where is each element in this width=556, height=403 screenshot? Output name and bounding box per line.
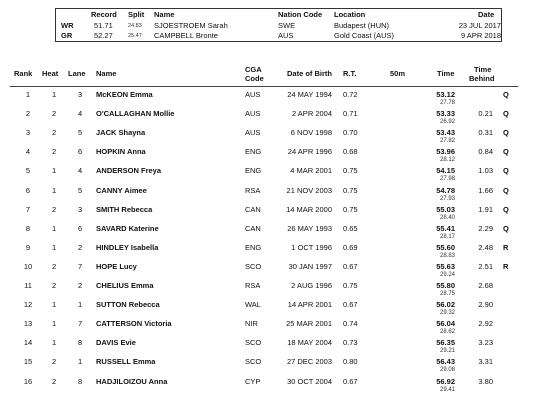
cell-dob: 30 JAN 1997 bbox=[288, 261, 332, 271]
cell-name: CHELIUS Emma bbox=[96, 281, 154, 290]
cell-behind: 0.84 bbox=[478, 147, 493, 157]
cell-name: SUTTON Rebecca bbox=[96, 300, 160, 310]
cell-heat: 1 bbox=[52, 319, 57, 329]
cell-cga: CYP bbox=[245, 376, 261, 386]
cell-heat: 2 bbox=[52, 128, 57, 138]
cell-lane: 6 bbox=[78, 223, 83, 233]
cell-rt: 0.75 bbox=[343, 281, 358, 290]
cell-heat: 2 bbox=[52, 147, 57, 157]
cell-cga: RSA bbox=[245, 281, 261, 290]
cell-heat: 1 bbox=[52, 300, 57, 310]
cell-rt: 0.67 bbox=[343, 261, 358, 271]
cell-rank: 14 bbox=[23, 338, 33, 348]
cell-behind: 1.91 bbox=[478, 204, 493, 214]
cell-cga: CAN bbox=[245, 223, 261, 233]
cell-lane: 7 bbox=[78, 261, 83, 271]
record-nation: AUS bbox=[278, 31, 294, 40]
cell-q: Q bbox=[503, 166, 509, 176]
cell-heat: 2 bbox=[52, 204, 57, 214]
cell-cga: ENG bbox=[245, 147, 262, 157]
cell-split-50m: 27.98 bbox=[439, 176, 455, 183]
cell-dob: 26 MAY 1993 bbox=[287, 223, 332, 233]
cell-name: DAVIS Evie bbox=[96, 338, 136, 348]
records-header-location: Location bbox=[334, 10, 366, 19]
cell-dob: 27 DEC 2003 bbox=[286, 357, 332, 367]
record-location: Budapest (HUN) bbox=[334, 21, 390, 30]
cell-lane: 2 bbox=[78, 242, 83, 252]
cell-name: ANDERSON Freya bbox=[96, 166, 162, 176]
cell-rt: 0.65 bbox=[343, 223, 358, 233]
cell-rt: 0.72 bbox=[343, 90, 358, 99]
cell-cga: AUS bbox=[245, 128, 261, 138]
cell-behind: 1.03 bbox=[478, 166, 493, 176]
cell-rt: 0.75 bbox=[343, 185, 358, 195]
cell-cga: SCO bbox=[245, 261, 262, 271]
cell-rt: 0.75 bbox=[343, 204, 358, 214]
header-rt: R.T. bbox=[343, 69, 357, 78]
cell-lane: 4 bbox=[78, 109, 83, 119]
cell-rank: 3 bbox=[25, 128, 31, 138]
records-header-name: Name bbox=[154, 10, 175, 19]
cell-heat: 2 bbox=[52, 109, 57, 119]
cell-lane: 2 bbox=[78, 281, 83, 290]
cell-q: Q bbox=[503, 147, 509, 157]
cell-split-50m: 28.17 bbox=[439, 233, 455, 240]
result-row bbox=[0, 377, 556, 397]
cell-time: 53.12 bbox=[436, 90, 455, 99]
result-row bbox=[0, 109, 556, 129]
cell-dob: 18 MAY 2004 bbox=[287, 338, 332, 348]
cell-name: O'CALLAGHAN Mollie bbox=[96, 109, 175, 119]
cell-cga: RSA bbox=[245, 185, 261, 195]
cell-time: 55.03 bbox=[436, 204, 455, 214]
cell-time: 53.33 bbox=[436, 109, 455, 119]
cell-behind: 1.66 bbox=[478, 185, 493, 195]
cell-rt: 0.71 bbox=[343, 109, 358, 119]
cell-name: JACK Shayna bbox=[96, 128, 146, 138]
cell-rank: 2 bbox=[25, 109, 31, 119]
cell-dob: 6 NOV 1998 bbox=[290, 128, 332, 138]
cell-time: 55.41 bbox=[436, 223, 455, 233]
cell-rt: 0.67 bbox=[343, 376, 358, 386]
cell-cga: SCO bbox=[245, 338, 262, 348]
cell-split-50m: 27.93 bbox=[439, 195, 455, 202]
cell-time: 53.96 bbox=[436, 147, 455, 157]
cell-rt: 0.80 bbox=[343, 357, 358, 367]
cell-heat: 1 bbox=[52, 338, 57, 348]
cell-cga: NIR bbox=[245, 319, 258, 329]
cell-rank: 13 bbox=[23, 319, 33, 329]
result-row bbox=[0, 300, 556, 320]
cell-behind: 3.31 bbox=[478, 357, 493, 367]
cell-time: 56.02 bbox=[436, 300, 455, 310]
cell-cga: WAL bbox=[245, 300, 261, 310]
result-row bbox=[0, 357, 556, 377]
record-split: 24.83 bbox=[128, 23, 142, 29]
cell-q: Q bbox=[503, 109, 509, 119]
cell-time: 56.43 bbox=[436, 357, 455, 367]
cell-q: R bbox=[503, 242, 509, 252]
cell-split-50m: 26.92 bbox=[439, 119, 455, 126]
record-time: 51.71 bbox=[94, 21, 113, 30]
cell-cga: SCO bbox=[245, 357, 262, 367]
cell-rt: 0.73 bbox=[343, 338, 358, 348]
cell-dob: 24 APR 1996 bbox=[287, 147, 332, 157]
cell-rank: 7 bbox=[25, 204, 31, 214]
cell-dob: 1 OCT 1996 bbox=[291, 242, 332, 252]
header-rank: Rank bbox=[14, 69, 33, 78]
cell-behind: 0.21 bbox=[478, 109, 493, 119]
cell-rank: 8 bbox=[25, 223, 31, 233]
cell-q: Q bbox=[503, 204, 509, 214]
cell-rank: 11 bbox=[24, 281, 32, 290]
cell-name: McKEON Emma bbox=[96, 90, 153, 99]
cell-heat: 1 bbox=[52, 223, 57, 233]
header-time-behind-2: Behind bbox=[469, 74, 495, 83]
cell-rank: 15 bbox=[23, 357, 33, 367]
cell-lane: 6 bbox=[78, 147, 83, 157]
records-header-split: Split bbox=[128, 10, 145, 19]
cell-split-50m: 29.08 bbox=[439, 367, 455, 374]
cell-time: 53.43 bbox=[436, 128, 455, 138]
cell-dob: 30 OCT 2004 bbox=[287, 376, 332, 386]
cell-heat: 2 bbox=[52, 357, 57, 367]
record-code: GR bbox=[61, 31, 73, 40]
records-header-record: Record bbox=[91, 10, 117, 19]
result-row bbox=[0, 128, 556, 148]
result-row bbox=[0, 205, 556, 225]
cell-rank: 4 bbox=[25, 147, 31, 157]
cell-behind: 2.90 bbox=[478, 300, 493, 310]
cell-lane: 5 bbox=[78, 128, 83, 138]
header-cga-code: Code bbox=[245, 74, 264, 83]
cell-heat: 2 bbox=[52, 376, 57, 386]
header-heat: Heat bbox=[42, 69, 59, 78]
cell-lane: 4 bbox=[78, 166, 83, 176]
result-row bbox=[0, 147, 556, 167]
result-row bbox=[0, 338, 556, 358]
record-date: 9 APR 2018 bbox=[460, 31, 501, 40]
result-row bbox=[0, 90, 556, 110]
records-header-nation: Nation Code bbox=[278, 10, 323, 19]
cell-lane: 3 bbox=[78, 90, 83, 99]
cell-name: SAVARD Katerine bbox=[96, 223, 159, 233]
record-split: 25.47 bbox=[128, 33, 142, 39]
cell-rt: 0.74 bbox=[343, 319, 358, 329]
cell-behind: 3.23 bbox=[478, 338, 493, 348]
cell-rt: 0.69 bbox=[343, 242, 358, 252]
cell-heat: 2 bbox=[52, 281, 57, 290]
record-name: CAMPBELL Bronte bbox=[154, 31, 218, 40]
header-time: Time bbox=[437, 69, 455, 78]
cell-time: 56.04 bbox=[436, 319, 455, 329]
cell-dob: 25 MAR 2001 bbox=[286, 319, 332, 329]
cell-split-50m: 27.82 bbox=[439, 138, 455, 145]
cell-behind: 3.80 bbox=[478, 376, 493, 386]
cell-behind: 2.92 bbox=[478, 319, 493, 329]
cell-time: 55.60 bbox=[436, 242, 455, 252]
cell-time: 54.78 bbox=[436, 185, 455, 195]
cell-lane: 1 bbox=[78, 357, 83, 367]
cell-cga: CAN bbox=[245, 204, 261, 214]
cell-split-50m: 29.32 bbox=[439, 310, 455, 317]
records-header-date: Date bbox=[478, 10, 495, 19]
cell-heat: 2 bbox=[52, 261, 57, 271]
header-time-behind-1: Time bbox=[474, 65, 492, 74]
cell-dob: 2 AUG 1996 bbox=[291, 281, 332, 290]
cell-q: Q bbox=[503, 185, 509, 195]
cell-behind: 2.51 bbox=[478, 261, 493, 271]
cell-heat: 1 bbox=[52, 242, 57, 252]
cell-dob: 4 MAR 2001 bbox=[290, 166, 332, 176]
cell-rt: 0.67 bbox=[343, 300, 358, 310]
cell-rank: 16 bbox=[23, 376, 33, 386]
cell-split-50m: 29.41 bbox=[439, 386, 455, 393]
result-row bbox=[0, 243, 556, 263]
cell-split-50m: 28.62 bbox=[439, 329, 455, 336]
cell-heat: 1 bbox=[52, 185, 57, 195]
cell-q: Q bbox=[503, 128, 509, 138]
cell-lane: 8 bbox=[78, 376, 83, 386]
cell-time: 56.92 bbox=[436, 376, 455, 386]
cell-lane: 8 bbox=[78, 338, 83, 348]
cell-lane: 1 bbox=[78, 300, 83, 310]
cell-rt: 0.70 bbox=[343, 128, 358, 138]
cell-rank: 10 bbox=[23, 261, 33, 271]
header-lane: Lane bbox=[68, 69, 86, 78]
cell-rank: 6 bbox=[25, 185, 31, 195]
cell-name: HADJILOIZOU Anna bbox=[96, 376, 168, 386]
record-date: 23 JUL 2017 bbox=[458, 21, 501, 30]
cell-cga: AUS bbox=[245, 90, 261, 99]
cell-rank: 5 bbox=[25, 166, 31, 176]
cell-time: 55.80 bbox=[436, 281, 455, 290]
cell-dob: 14 APR 2001 bbox=[287, 300, 332, 310]
cell-dob: 2 APR 2004 bbox=[291, 109, 332, 119]
cell-name: RUSSELL Emma bbox=[96, 357, 156, 367]
cell-split-50m: 29.21 bbox=[439, 348, 455, 355]
result-row bbox=[0, 224, 556, 244]
cell-rank: 12 bbox=[23, 300, 33, 310]
record-code: WR bbox=[61, 21, 74, 30]
result-row bbox=[0, 262, 556, 282]
header-name: Name bbox=[96, 69, 117, 78]
cell-rank: 9 bbox=[25, 242, 31, 252]
cell-name: HOPKIN Anna bbox=[96, 147, 146, 157]
result-row bbox=[0, 186, 556, 206]
cell-q: Q bbox=[503, 223, 509, 233]
cell-dob: 21 NOV 2003 bbox=[286, 185, 332, 195]
cell-heat: 1 bbox=[52, 90, 57, 99]
record-name: SJOESTROEM Sarah bbox=[154, 21, 228, 30]
header-50m: 50m bbox=[390, 69, 406, 78]
cell-behind: 2.68 bbox=[478, 281, 493, 290]
result-row bbox=[0, 166, 556, 186]
header-dob: Date of Birth bbox=[287, 69, 332, 78]
cell-lane: 3 bbox=[78, 204, 83, 214]
cell-split-50m: 28.83 bbox=[439, 252, 455, 259]
header-cga: CGA bbox=[245, 65, 262, 74]
cell-name: HOPE Lucy bbox=[96, 261, 137, 271]
cell-cga: AUS bbox=[245, 109, 261, 119]
cell-dob: 14 MAR 2000 bbox=[286, 204, 332, 214]
cell-split-50m: 29.24 bbox=[439, 271, 455, 278]
header-divider bbox=[10, 86, 518, 87]
cell-lane: 7 bbox=[78, 319, 83, 329]
cell-split-50m: 27.78 bbox=[439, 100, 455, 106]
cell-q: Q bbox=[503, 90, 509, 99]
result-row bbox=[0, 281, 556, 301]
cell-dob: 24 MAY 1994 bbox=[287, 90, 332, 99]
cell-name: CANNY Aimee bbox=[96, 185, 147, 195]
cell-cga: ENG bbox=[245, 166, 262, 176]
cell-time: 56.35 bbox=[436, 338, 455, 348]
cell-split-50m: 28.75 bbox=[439, 291, 455, 297]
record-location: Gold Coast (AUS) bbox=[334, 31, 395, 40]
result-row bbox=[0, 319, 556, 339]
cell-name: CATTERSON Victoria bbox=[96, 319, 172, 329]
record-nation: SWE bbox=[278, 21, 296, 30]
cell-behind: 2.48 bbox=[478, 242, 493, 252]
cell-name: SMITH Rebecca bbox=[96, 204, 153, 214]
cell-split-50m: 28.40 bbox=[439, 214, 455, 221]
cell-time: 55.63 bbox=[436, 261, 455, 271]
cell-behind: 2.29 bbox=[478, 223, 493, 233]
cell-behind: 0.31 bbox=[478, 128, 493, 138]
record-time: 52.27 bbox=[94, 31, 113, 40]
cell-rank: 1 bbox=[25, 90, 31, 99]
cell-name: HINDLEY Isabella bbox=[96, 242, 159, 252]
cell-q: R bbox=[503, 261, 509, 271]
cell-rt: 0.68 bbox=[343, 147, 358, 157]
cell-split-50m: 28.12 bbox=[439, 157, 455, 164]
cell-rt: 0.75 bbox=[343, 166, 358, 176]
cell-lane: 5 bbox=[78, 185, 83, 195]
cell-cga: ENG bbox=[245, 242, 262, 252]
cell-time: 54.15 bbox=[436, 166, 455, 176]
cell-heat: 1 bbox=[52, 166, 57, 176]
